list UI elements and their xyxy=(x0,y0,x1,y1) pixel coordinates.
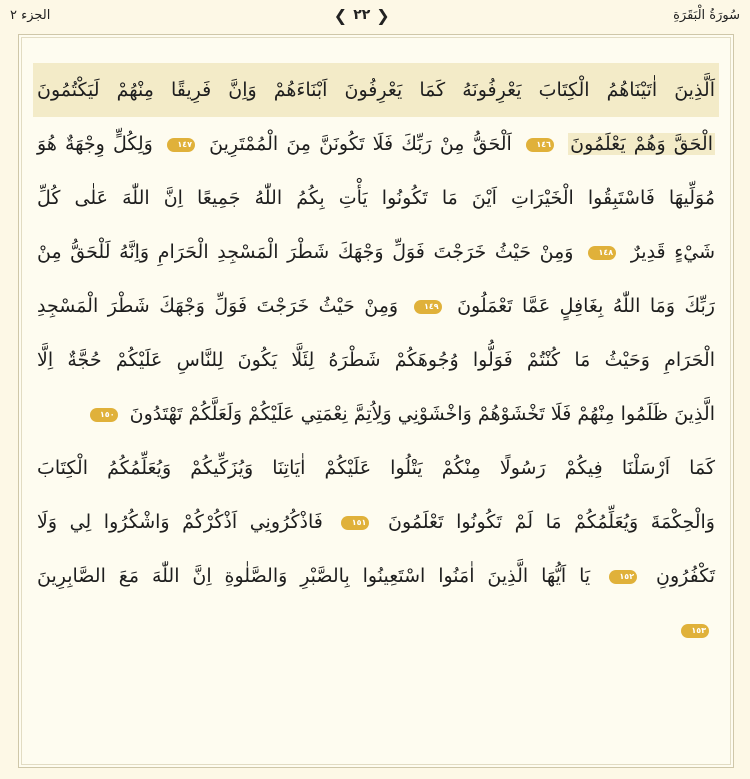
verse-text[interactable]: شَيْءٍ قَدِيرٌ xyxy=(630,241,715,263)
verse-text[interactable]: الَّذِينَ ظَلَمُوا مِنْهُمْ فَلَا تَخْشَوْهُمْ وَاخْشَوْنِي وَلِاُتِمَّ نِعْمَتِي عَلَيْكُمْ وَلَعَلَّكُمْ تَهْتَدُونَ xyxy=(129,403,715,425)
verse-text[interactable]: وَمِنْ حَيْثُ خَرَجْتَ فَوَلِّ وَجْهَكَ شَطْرَ الْمَسْجِدِ xyxy=(37,295,399,317)
ayah-number-marker[interactable]: ١٤٧ xyxy=(167,138,195,152)
text-line xyxy=(33,387,719,441)
text-line xyxy=(33,117,719,171)
top-bar xyxy=(0,0,750,30)
ayah-number-marker[interactable]: ١٥٠ xyxy=(90,408,118,422)
verse-text[interactable]: كَمَا اَرْسَلْنَا فِيكُمْ رَسُولًا مِنْكُمْ يَتْلُوا عَلَيْكُمْ اٰيَاتِنَا وَيُزَكِّيكُمْ وَيُعَلِّمُكُمُ الْكِتَابَ xyxy=(37,457,715,479)
verse-text[interactable]: يَا اَيُّهَا الَّذِينَ اٰمَنُوا اسْتَعِينُوا بِالصَّبْرِ وَالصَّلٰوةِ اِنَّ اللّٰهَ مَعَ الصَّابِرِينَ xyxy=(37,565,591,587)
text-line xyxy=(33,495,719,549)
chevron-right-icon[interactable]: ❯ xyxy=(376,5,390,25)
verse-text[interactable]: الْحَقَّ وَهُمْ يَعْلَمُونَ xyxy=(570,133,713,155)
verse-text[interactable]: مُوَلِّيهَا فَاسْتَبِقُوا الْخَيْرَاتِ اَيْنَ مَا تَكُونُوا يَأْتِ بِكُمُ اللّٰهُ جَمِيعًا اِنَّ اللّٰهَ عَلٰى كُلِّ xyxy=(37,187,715,209)
ayah-number-marker[interactable]: ١٥١ xyxy=(341,516,369,530)
page-frame xyxy=(18,34,734,768)
text-line xyxy=(33,333,719,387)
ayah-number-marker[interactable]: ١٥٣ xyxy=(681,624,709,638)
ayah-number-marker[interactable]: ١٤٩ xyxy=(414,300,442,314)
text-line xyxy=(33,441,719,495)
text-line xyxy=(33,279,719,333)
text-line xyxy=(33,603,719,657)
verse-text[interactable]: وَلِكُلٍّ وِجْهَةٌ هُوَ xyxy=(37,133,153,155)
ayah-number-marker[interactable]: ١٥٢ xyxy=(609,570,637,584)
verse-text[interactable]: وَالْحِكْمَةَ وَيُعَلِّمُكُمْ مَا لَمْ تَكُونُوا تَعْلَمُونَ xyxy=(388,511,715,533)
verse-text[interactable]: الْحَرَامِ وَحَيْثُ مَا كُنْتُمْ فَوَلُّوا وُجُوهَكُمْ شَطْرَهُ لِئَلَّا يَكُونَ لِلنَّاسِ عَلَيْكُمْ حُجَّةٌ اِلَّا xyxy=(37,349,715,371)
ayah-number-marker[interactable]: ١٤٨ xyxy=(588,246,616,260)
juz-label: الجزء ٢ xyxy=(10,7,51,23)
surah-title: سُورَةُ الْبَقَرَةِ xyxy=(673,7,740,23)
text-line xyxy=(33,63,719,117)
text-line xyxy=(33,225,719,279)
verse-text[interactable]: وَمِنْ حَيْثُ خَرَجْتَ فَوَلِّ وَجْهَكَ شَطْرَ الْمَسْجِدِ الْحَرَامِ وَاِنَّهُ لَلْحَقُّ مِنْ xyxy=(37,241,574,263)
quran-text xyxy=(33,63,719,657)
verse-text[interactable]: اَلَّذِينَ اٰتَيْنَاهُمُ الْكِتَابَ يَعْرِفُونَهُ كَمَا يَعْرِفُونَ اَبْنَاءَهُمْ وَاِنَّ فَرِيقًا مِنْهُمْ لَيَكْتُمُونَ xyxy=(37,79,715,101)
verse-text[interactable]: فَاذْكُرُونِي اَذْكُرْكُمْ وَاشْكُرُوا لِي وَلَا xyxy=(37,511,323,533)
verse-text[interactable]: اَلْحَقُّ مِنْ رَبِّكَ فَلَا تَكُونَنَّ مِنَ الْمُمْتَرِينَ xyxy=(209,133,512,155)
page-number: ٢٢ xyxy=(353,7,371,23)
text-line xyxy=(33,171,719,225)
verse-text[interactable]: رَبِّكَ وَمَا اللّٰهُ بِغَافِلٍ عَمَّا تَعْمَلُونَ xyxy=(457,295,715,317)
page-navigator xyxy=(334,6,390,25)
chevron-left-icon[interactable]: ❮ xyxy=(333,5,348,25)
text-line xyxy=(33,549,719,603)
ayah-number-marker[interactable]: ١٤٦ xyxy=(526,138,554,152)
verse-text[interactable]: تَكْفُرُونِ xyxy=(655,565,715,587)
